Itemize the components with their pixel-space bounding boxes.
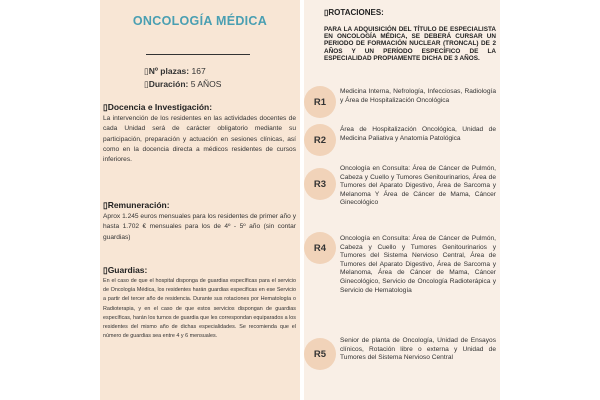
badge-r3: R3 bbox=[304, 168, 336, 200]
plazas-label: Nº plazas: bbox=[148, 66, 190, 76]
badge-r1: R1 bbox=[304, 86, 336, 118]
plazas-value: 167 bbox=[191, 66, 206, 76]
badge-r2: R2 bbox=[304, 124, 336, 156]
remuneracion-heading: ▯Remuneración: bbox=[103, 200, 170, 210]
guardias-heading: ▯Guardias: bbox=[103, 265, 148, 275]
plazas-line bbox=[144, 66, 206, 77]
docencia-heading: ▯Docencia e Investigación: bbox=[103, 102, 213, 112]
rotation-r3-text: Oncología en Consulta: Área de Cáncer de Pulmón, Cabeza y Cuello y Tumores Genitourinarios, Área de Tumores del Aparato Digestivo, Área de Sarcoma y Melanoma Y Área de Cáncer de Mama, Cáncer Ginecológico bbox=[340, 165, 496, 207]
box-icon: ▯ bbox=[144, 79, 149, 89]
page-title: ONCOLOGÍA MÉDICA bbox=[132, 14, 268, 28]
title-divider bbox=[146, 54, 250, 55]
right-panel bbox=[304, 0, 500, 400]
duracion-line bbox=[144, 79, 221, 90]
duracion-value: 5 AÑOS bbox=[190, 79, 222, 89]
docencia-text: La intervención de los residentes en las actividades docentes de cada Unidad será de carácter obligatorio mediante su participación, preparación y actuación en sesiones clínicas, así como en la docencia directa a médicos residentes de cursos inferiores. bbox=[103, 115, 296, 164]
rotation-r5-text: Senior de planta de Oncología, Unidad de Ensayos clínicos, Rotación libre o externa y Unidad de Tumores del Sistema Nervioso Central bbox=[340, 337, 496, 362]
box-icon: ▯ bbox=[324, 8, 329, 17]
rotaciones-heading: ▯ROTACIONES: bbox=[324, 8, 384, 17]
box-icon: ▯ bbox=[103, 200, 108, 210]
guardias-text: En el caso de que el hospital disponga de guardias específicas para el servicio de Oncología Médica, los residentes harán guardias especificas en ese Servicio a partir del tercer año de residencia. Durante sus rotaciones por Hematología o Radioterapia, y en el caso de que estos servicios dispongan de guardias específicas, harán los turnos de guardia que les correspondan equiparados a los residentes del mismo año de dichas especialidades. Se recomienda que el número de guardias sea entre 4 y 6 mensuales. bbox=[103, 278, 296, 340]
rotation-r1-text: Medicina Interna, Nefrología, Infecciosas, Radiología y Área de Hospitalización Oncológica bbox=[340, 88, 496, 104]
box-icon: ▯ bbox=[144, 66, 149, 76]
badge-r4: R4 bbox=[304, 232, 336, 264]
rotation-r4-text: Oncología en Consulta: Área de Cáncer de Pulmón, Cabeza y Cuello y Tumores Genitourinarios y Tumores del Sistema Nervioso Central, Área de Tumores del Aparato Digestivo, Área de Sarcoma y Melanoma, Área de Cáncer de Mama, Cáncer Ginecológico, Servicio de Oncología Radioterápica y Servicio de Hematología bbox=[340, 235, 496, 294]
box-icon: ▯ bbox=[103, 102, 108, 112]
duracion-label: Duración: bbox=[148, 79, 189, 89]
left-panel bbox=[100, 0, 300, 400]
rotaciones-intro: PARA LA ADQUISICIÓN DEL TÍTULO DE ESPECIALISTA EN ONCOLOGÍA MÉDICA, SE DEBERÁ CURSAR UN PERIODO DE FORMACIÓN NUCLEAR (TRONCAL) DE 2 AÑOS Y UN PERÍODO ESPECÍFICO DE LA ESPECIALIDAD PROPIAMENTE DICHA DE 3 AÑOS. bbox=[324, 26, 496, 62]
remuneracion-text: Aprox 1.245 euros mensuales para los residentes de primer año y hasta 1.702 € mensuales para los de 4º - 5º año (sin contar guardias) bbox=[103, 213, 296, 241]
badge-r5: R5 bbox=[304, 338, 336, 370]
box-icon: ▯ bbox=[103, 265, 108, 275]
rotation-r2-text: Área de Hospitalización Oncológica, Unidad de Medicina Paliativa y Anatomía Patológica bbox=[340, 126, 496, 142]
